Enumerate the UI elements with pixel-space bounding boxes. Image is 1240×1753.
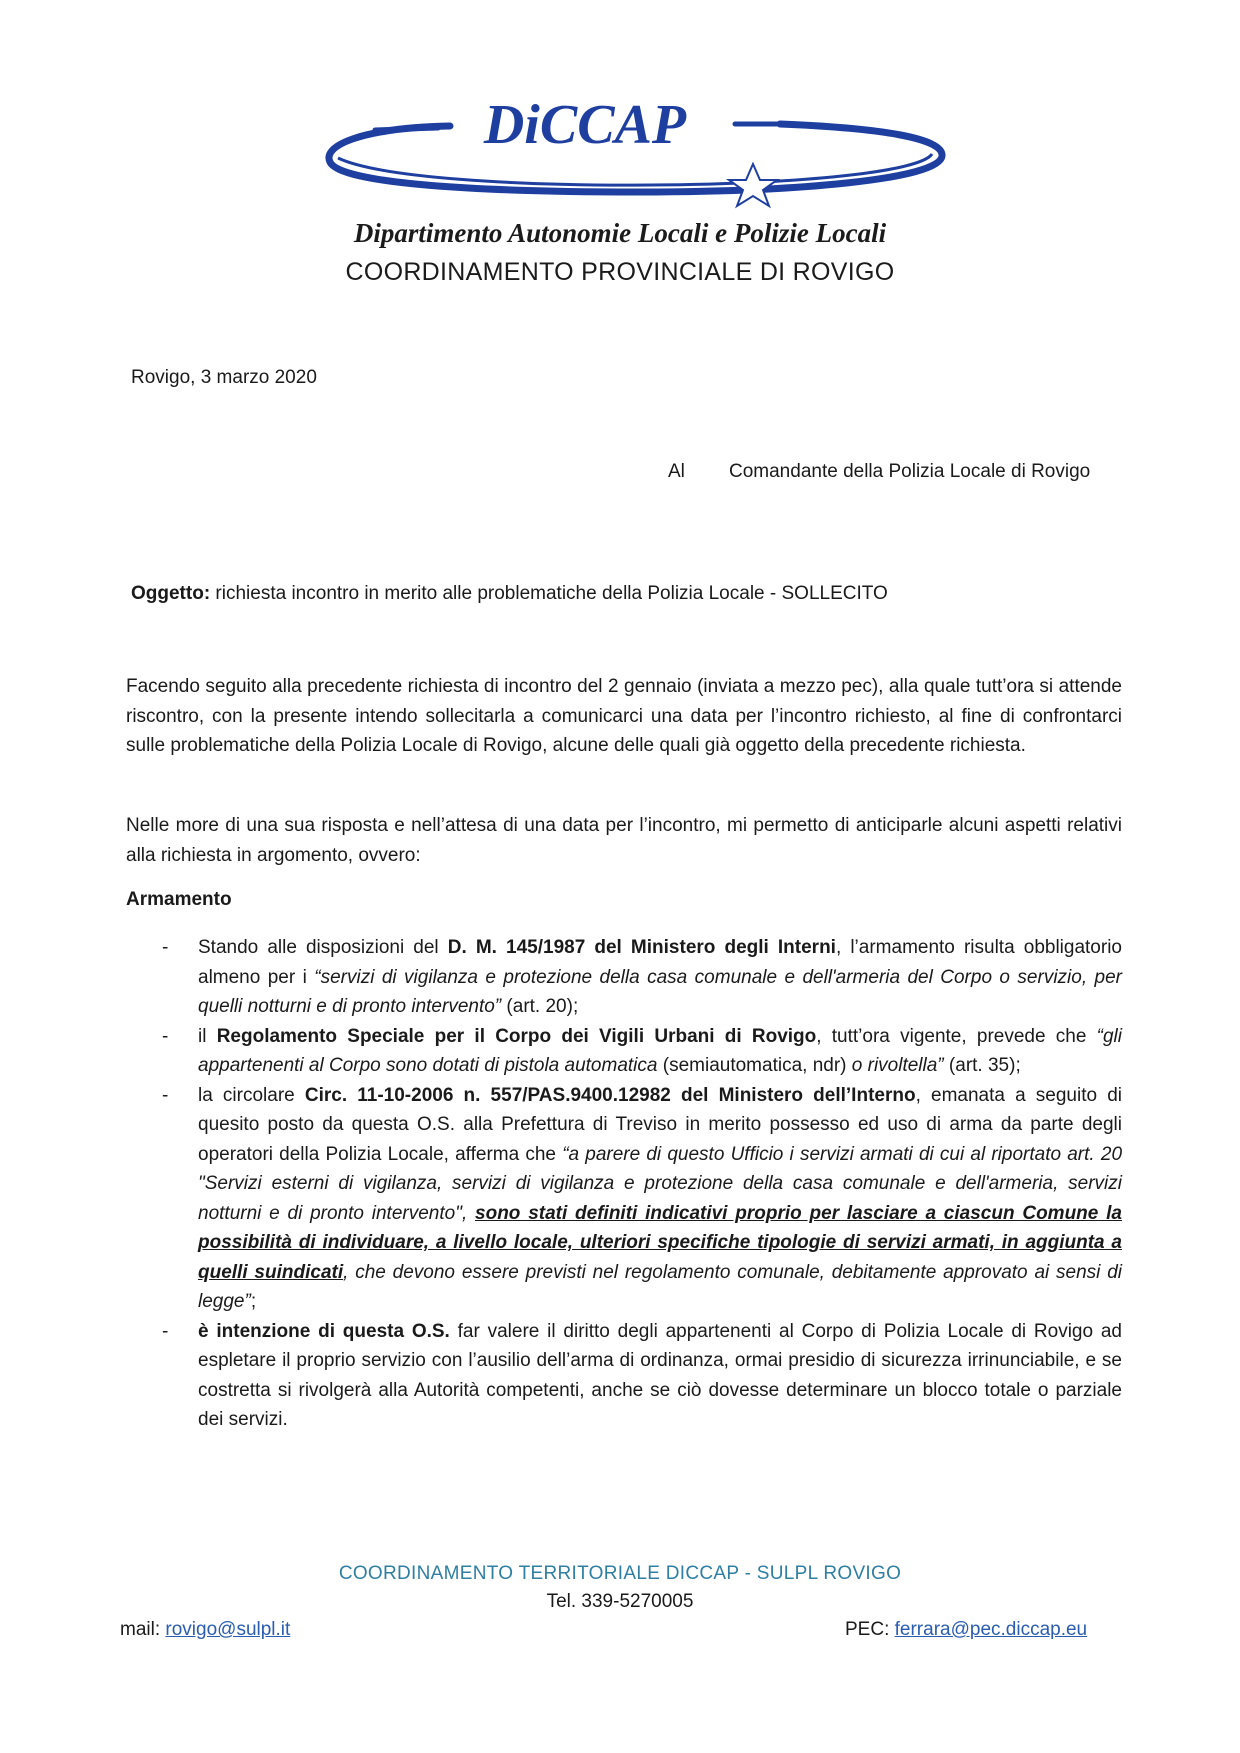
bullet-text: , tutt’ora vigente, prevede che bbox=[816, 1025, 1097, 1047]
bullet-text: il bbox=[198, 1025, 217, 1047]
footer-pec bbox=[845, 1619, 1087, 1641]
section-heading: Armamento bbox=[126, 889, 232, 910]
bullet-dash: - bbox=[162, 1320, 169, 1342]
footer-phone: Tel. 339-5270005 bbox=[546, 1591, 694, 1612]
footer-mail bbox=[120, 1619, 290, 1641]
bullet-list bbox=[126, 933, 1122, 1435]
footer-title: COORDINAMENTO TERRITORIALE DICCAP - SULPL ROVIGO bbox=[338, 1563, 902, 1584]
pec-label: PEC: bbox=[845, 1619, 895, 1640]
subject-text: richiesta incontro in merito alle problematiche della Polizia Locale - SOLLECITO bbox=[210, 583, 888, 604]
logo-wordmark: DiCCAP bbox=[483, 94, 687, 156]
list-item bbox=[126, 1317, 1122, 1435]
bullet-bold: Regolamento Speciale per il Corpo dei Vigili Urbani di Rovigo bbox=[216, 1025, 817, 1047]
body-paragraph: Facendo seguito alla precedente richiesta di incontro del 2 gennaio (inviata a mezzo pec), alla quale tutt’ora si attende riscontro, con la presente intendo sollecitarla a comunicarci una data per l’incontro richiesto, al fine di confrontarci sulle problematiche della Polizia Locale di Rovigo, alcune delle quali già oggetto della precedente richiesta. bbox=[126, 676, 1122, 756]
bullet-text: (art. 35); bbox=[943, 1055, 1021, 1076]
bullet-quote: o rivoltella” bbox=[851, 1055, 944, 1076]
bullet-quote: “a parere di questo Ufficio i servizi armati di cui al riportato art. 20 "Servizi esterni di vigilanza, servizi di vigilanza e protezione della casa comunale e dell'armeria, servizi notturni e di pronto intervento", bbox=[198, 1143, 1123, 1224]
subject-line bbox=[131, 583, 888, 605]
bullet-bold: è intenzione di questa O.S. bbox=[198, 1320, 450, 1342]
mail-label: mail: bbox=[120, 1619, 166, 1640]
list-item bbox=[126, 1081, 1122, 1317]
bullet-text: (art. 20); bbox=[501, 996, 579, 1017]
bullet-text: ; bbox=[250, 1291, 257, 1312]
pec-link[interactable]: ferrara@pec.diccap.eu bbox=[894, 1619, 1088, 1640]
bullet-quote: “gli appartenenti al Corpo sono dotati di pistola automatica bbox=[198, 1025, 1122, 1076]
bullet-text: , l’armamento risulta obbligatorio almeno per i bbox=[198, 937, 1122, 988]
bullet-bold: Circ. 11-10-2006 n. 557/PAS.9400.12982 del Ministero dell’Interno bbox=[304, 1084, 916, 1106]
diccap-logo bbox=[320, 88, 950, 218]
bullet-dash: - bbox=[162, 1025, 169, 1047]
bullet-bold: D. M. 145/1987 del Ministero degli Interni bbox=[447, 937, 836, 958]
list-item bbox=[126, 1022, 1122, 1081]
subject-label: Oggetto: bbox=[131, 583, 211, 604]
body-paragraph: Nelle more di una sua risposta e nell’attesa di una data per l’incontro, mi permetto di anticiparle alcuni aspetti relativi alla richiesta in argomento, ovvero: bbox=[126, 815, 1122, 866]
mail-link[interactable]: rovigo@sulpl.it bbox=[165, 1619, 291, 1640]
bullet-text: Stando alle disposizioni del bbox=[198, 937, 448, 958]
bullet-text: (semiautomatica, ndr) bbox=[657, 1055, 852, 1076]
bullet-quote: “servizi di vigilanza e protezione della casa comunale e dell'armeria del Corpo o servizio, per quelli notturni e di pronto intervento” bbox=[198, 966, 1122, 1017]
department-name: Dipartimento Autonomie Locali e Polizie Locali bbox=[353, 218, 887, 248]
list-item bbox=[126, 933, 1122, 1022]
recipient-prefix: Al bbox=[668, 461, 685, 482]
bullet-emphasis: sono stati definiti indicativi proprio per lasciare a ciascun Comune la possibilità di individuare, a livello locale, ulteriori specifiche tipologie di servizi armati, in aggiunta a quelli suindicati bbox=[198, 1202, 1122, 1283]
bullet-text: , emanata a seguito di quesito posto da questa O.S. alla Prefettura di Treviso in merito possesso ed uso di arma da parte degli operatori della Polizia Locale, afferma che bbox=[198, 1084, 1122, 1165]
place-date: Rovigo, 3 marzo 2020 bbox=[131, 367, 317, 388]
bullet-text: la circolare bbox=[198, 1084, 305, 1106]
recipient-name: Comandante della Polizia Locale di Rovigo bbox=[729, 461, 1091, 482]
bullet-quote: , che devono essere previsti nel regolamento comunale, debitamente approvato ai sensi di legge” bbox=[198, 1261, 1122, 1312]
bullet-text: far valere il diritto degli appartenenti al Corpo di Polizia Locale di Rovigo ad espletare il proprio servizio con l’ausilio dell’arma di ordinanza, ormai presidio di sicurezza irrinunciabile, e se costretta si rivolgerà alla Autorità competenti, anche se ciò dovesse determinare un blocco totale o parziale dei servizi. bbox=[198, 1320, 1122, 1430]
bullet-dash: - bbox=[162, 1084, 169, 1106]
bullet-dash: - bbox=[162, 937, 169, 958]
coordination-name: COORDINAMENTO PROVINCIALE DI ROVIGO bbox=[345, 258, 895, 286]
